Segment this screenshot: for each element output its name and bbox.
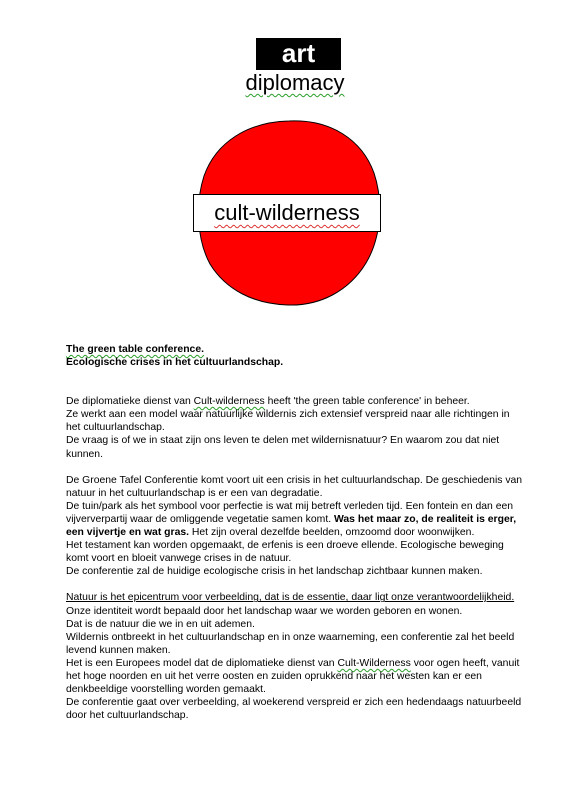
text: De vraag is of we in staat zijn ons leven te delen met wildernisnatuur? En waarom zou dat niet kunnen. (66, 435, 500, 460)
text: De conferentie zal de huidige ecologische crisis in het landschap zichtbaar kunnen maken. (66, 566, 483, 578)
logo-art-box (256, 38, 341, 70)
text: Onze identiteit wordt bepaald door het landschap waar we worden geboren en wonen. (66, 605, 463, 617)
text: heeft 'the green table conference' in beheer. (264, 396, 470, 408)
paragraph-nature (66, 591, 524, 722)
cult-wilderness-term: Cult-Wilderness (337, 657, 411, 669)
text: De diplomatieke dienst van (66, 396, 194, 408)
text: De tuin/park als het symbool voor perfectie is wat mij betreft verleden tijd. Een fontein en dan een vijververpartij waar de omliggende vegetatie samen komt. (66, 500, 514, 525)
underlined-statement: Natuur is het epicentrum voor verbeelding, dat is de essentie, daar ligt onze verantwoordelijkheid. (66, 592, 515, 604)
cult-wilderness-term: Cult-wilderness (193, 396, 265, 408)
text: De conferentie gaat over verbeelding, al woekerend verspreid er zich een hedendaags natuurbeeld door het cultuurlandschap. (66, 697, 522, 722)
bold-statement: Was het maar zo, de realiteit is erger, een vijvertje en wat gras. (66, 513, 517, 539)
text: Het testament kan worden opgemaakt, de erfenis is een droeve ellende. Ecologische beweging komt voort en bloeit vanwege crises in de natuur. (66, 540, 504, 565)
paragraph-crisis (66, 474, 524, 579)
text: Ze werkt aan een model waar natuurlijke wildernis zich extensief verspreid naar alle richtingen in het cultuurlandschap. (66, 409, 510, 434)
logo-subtitle: diplomacy (245, 70, 345, 95)
paragraph-intro (66, 395, 524, 460)
text: De Groene Tafel Conferentie komt voort uit een crisis in het cultuurlandschap. De geschiedenis van natuur in het cultuurlandschap is er een van degradatie. (66, 474, 523, 499)
heading-block (66, 343, 524, 369)
text: Het zijn overal dezelfde beelden, omzoomd door woonwijken. (189, 527, 475, 539)
logo-word: art (281, 38, 316, 68)
document-body (66, 343, 524, 735)
text: Het is een Europees model dat de diplomatieke dienst van (66, 657, 338, 669)
cult-wilderness-label: cult-wilderness (193, 194, 381, 232)
heading-subtitle: Ecologische crises in het cultuurlandschap. (66, 357, 284, 369)
heading-title: The green table conference. (66, 344, 205, 355)
text: Dat is de natuur die we in en uit ademen. (66, 618, 255, 630)
text: Wildernis ontbreekt in het cultuurlandschap en in onze waarneming, een conferentie zal het beeld levend kunnen maken. (66, 631, 515, 656)
text: voor ogen heeft, vanuit het hoge noorden en uit het verre oosten en zuiden oprukkend naar het westen kan er een denkbeeldige voorstelling worden gemaakt. (66, 657, 520, 696)
